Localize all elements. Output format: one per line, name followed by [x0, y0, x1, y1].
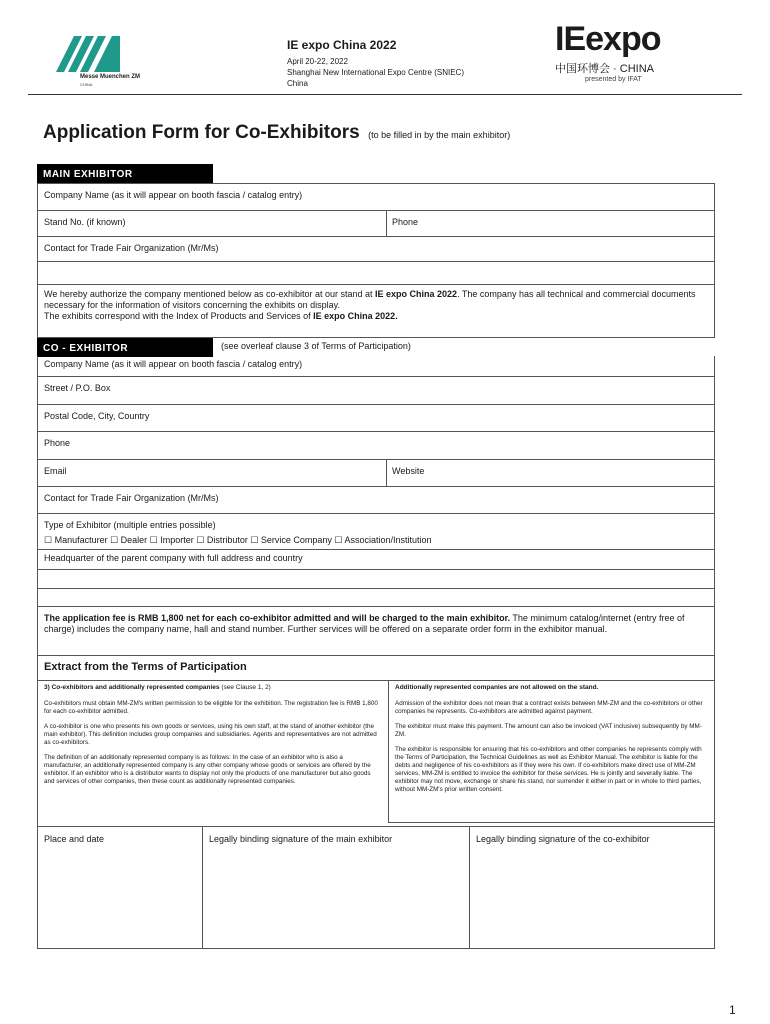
- ieexpo-logo-presented: presented by IFAT: [585, 76, 642, 83]
- page-number: 1: [729, 1003, 736, 1017]
- terms-left-p1: Co-exhibitors must obtain MM-ZM's written permission to be eligible for the exhibition. The registration fee is RMB 1,800 for each co-exhibitor admitted.: [44, 700, 378, 715]
- ieexpo-logo-cn: 中国环博会 · CHINA: [555, 63, 654, 75]
- terms-right-p2: The exhibitor must make this payment. The amount can also be invoiced (VAT inclusive) subsequently by MM-ZM.: [395, 723, 702, 738]
- co-hq-line-3[interactable]: [38, 588, 714, 606]
- extract-title: Extract from the Terms of Participation: [44, 661, 247, 673]
- exhibitor-type-checkboxes[interactable]: ☐ Manufacturer ☐ Dealer ☐ Importer ☐ Distributor ☐ Service Company ☐ Association/Institution: [44, 535, 432, 545]
- terms-left-heading: 3) Co-exhibitors and additionally represented companies: [44, 684, 220, 691]
- co-exhibitor-note: (see overleaf clause 3 of Terms of Participation): [221, 341, 411, 351]
- mm-logo-icon: [56, 36, 126, 72]
- co-type-label: Type of Exhibitor (multiple entries possible): [44, 520, 216, 530]
- co-email-website-row: [38, 459, 714, 486]
- co-street-field[interactable]: [38, 376, 714, 404]
- form-title-sub: (to be filled in by the main exhibitor): [368, 130, 511, 140]
- co-company-name-field[interactable]: [38, 356, 714, 376]
- co-website-label: Website: [392, 466, 425, 476]
- ieexpo-logo-text: IEexpo: [555, 20, 661, 58]
- fee-statement: [38, 606, 714, 655]
- event-title: IE expo China 2022: [287, 38, 397, 52]
- co-contact-label: Contact for Trade Fair Organization (Mr/Ms): [44, 493, 219, 503]
- co-postal-label: Postal Code, City, Country: [44, 411, 150, 421]
- form-title: [43, 122, 510, 144]
- messe-muenchen-logo: [56, 36, 141, 88]
- main-exhibitor-tab: MAIN EXHIBITOR: [37, 164, 213, 183]
- co-signature-field[interactable]: [469, 827, 715, 948]
- main-contact-value-field[interactable]: [38, 261, 714, 284]
- column-divider: [386, 460, 387, 486]
- terms-left-p2: A co-exhibitor is one who presents his own goods or services, using his own staff, at the stand of another exhibitor (the main exhibitor). This definition includes group companies and subsidiaries. Agents and representatives are not admitted as co-exhibitors.: [44, 723, 377, 746]
- column-divider: [386, 211, 387, 236]
- place-date-label: Place and date: [44, 834, 105, 844]
- co-phone-field[interactable]: [38, 431, 714, 459]
- co-exhibitor-tab: CO - EXHIBITOR: [37, 338, 213, 357]
- main-phone-label: Phone: [392, 217, 419, 227]
- fee-text: The application fee is RMB 1,800 net for each co-exhibitor admitted and will be charged to the main exhibitor. The minimum catalog/internet (entry free of charge) includes the company name, hall and stand number. Further services will be offered on a separate order form in the exhibitor manual.: [44, 613, 685, 634]
- main-company-name-label: Company Name (as it will appear on booth fascia / catalog entry): [44, 190, 303, 200]
- main-contact-field[interactable]: [38, 236, 714, 261]
- terms-right-p1: Admission of the exhibitor does not mean that a contract exists between MM-ZM and the co-exhibitors or other companies he represents. Co-exhibitors are admitted against payment.: [395, 700, 703, 715]
- terms-right-heading: Additionally represented companies are not allowed on the stand.: [395, 684, 599, 691]
- mm-logo-sub: CHINA: [80, 82, 93, 87]
- co-exhibitor-section: [37, 356, 715, 949]
- terms-right-p3: The exhibitor is responsible for ensuring that his co-exhibitors and other companies he represents comply with the Terms of Participation, the Technical Guidelines as well as Exhibitor Manual. The exhibitor is liable for the debts and negligence of his co-exhibitors as if they were his own. If co-exhibitors make direct use of MM-ZM services, MM-ZM is entitled to invoice the exhibitor for these services. He is jointly and severally liable. The exhibitor may not move, exchange or share his stand, nor surrender it either in part or in whole to third parties, without MM-ZM's prior written consent.: [395, 746, 702, 793]
- main-contact-label: Contact for Trade Fair Organization (Mr/Ms): [44, 243, 219, 253]
- signature-row: [38, 826, 714, 948]
- mm-logo-brand: Messe Muenchen ZM: [80, 74, 141, 80]
- co-hq-field[interactable]: [38, 549, 714, 569]
- co-type-field[interactable]: [38, 513, 714, 549]
- co-company-name-label: Company Name (as it will appear on booth fascia / catalog entry): [44, 359, 303, 369]
- header-divider: [28, 94, 742, 95]
- co-email-label: Email: [44, 466, 67, 476]
- authorization-statement: [38, 284, 714, 337]
- co-postal-field[interactable]: [38, 404, 714, 431]
- event-country: China: [287, 79, 308, 88]
- main-signature-label: Legally binding signature of the main exhibitor: [209, 834, 393, 844]
- authorization-text: We hereby authorize the company mentioned below as co-exhibitor at our stand at IE expo China 2022. The company has all technical and commercial documents necessary for the information of visitors concerning the exhibits on display. The exhibits correspond with the Index of Products and Services of IE expo China 2022.: [44, 289, 696, 321]
- extract-header: [38, 655, 714, 680]
- co-signature-label: Legally binding signature of the co-exhibitor: [476, 834, 650, 844]
- event-info: [287, 38, 464, 89]
- terms-extract: [38, 680, 714, 826]
- main-stand-phone-row: [38, 210, 714, 236]
- terms-columns: [38, 681, 714, 823]
- terms-right-column: [388, 681, 714, 823]
- co-hq-label: Headquarter of the parent company with full address and country: [44, 553, 303, 563]
- co-contact-field[interactable]: [38, 486, 714, 513]
- form-title-main: Application Form for Co-Exhibitors: [43, 122, 360, 143]
- co-hq-line-2[interactable]: [38, 569, 714, 588]
- main-signature-field[interactable]: [202, 827, 470, 948]
- event-venue: Shanghai New International Expo Centre (SNIEC): [287, 68, 464, 77]
- terms-left-column: 3) Co-exhibitors and additionally represented companies (see Clause 1, 2) Co-exhibitors must obtain MM-ZM's written permission to be eligible for the exhibition. The registration fee is RMB 1,800 for each co-exhibitor admitted. A co-exhibitor is one who presents his own goods or services, using his own staff, at the stand of another exhibitor (the main exhibitor). This definition includes group companies and subsidiaries. Agents and representatives are not admitted as co-exhibitors. The definition of an additionally represented company is as follows: In the case of an exhibitor who is also a manufacturer, an additionally represented company is any other company whose goods or services are offered by the exhibitor. If an exhibitor who is a distributor wants to display not only the products of one manufacturer but also goods and services of other companies, then these count as additionally represented companies.: [38, 681, 388, 823]
- main-company-name-field[interactable]: [38, 183, 714, 210]
- main-stand-no-label: Stand No. (if known): [44, 217, 126, 227]
- co-phone-label: Phone: [44, 438, 71, 448]
- co-street-label: Street / P.O. Box: [44, 383, 111, 393]
- main-exhibitor-section: [37, 183, 715, 338]
- place-date-field[interactable]: [38, 827, 202, 948]
- ieexpo-logo: [555, 22, 685, 88]
- terms-left-p3: The definition of an additionally represented company is as follows: In the case of an exhibitor who is also a manufacturer, an additionally represented company is any other company whose goods or services are offered by the exhibitor. If an exhibitor who is a distributor wants to display not only the products of one manufacturer but also goods and services of other companies, then these count as additionally represented companies.: [44, 754, 371, 785]
- event-dates: April 20-22, 2022: [287, 57, 348, 66]
